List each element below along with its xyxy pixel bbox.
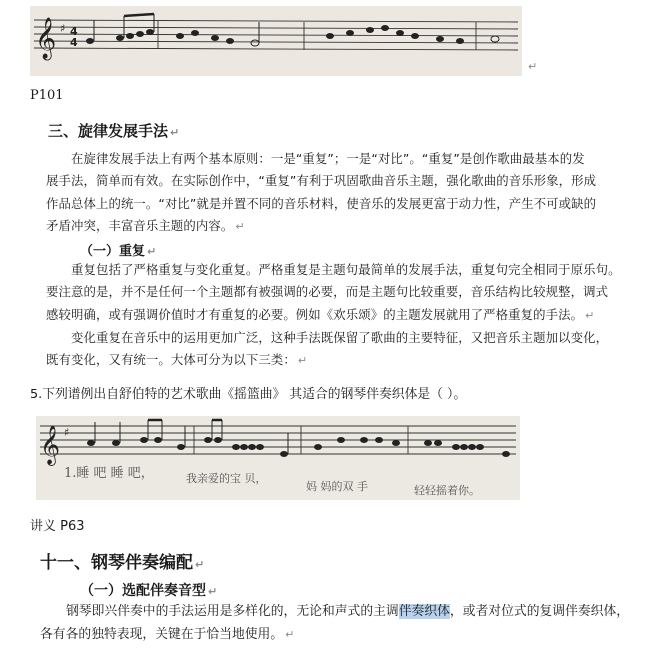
- subheading-accompaniment: [80, 580, 217, 600]
- text-line-content: 既有变化，又有统一。大体可分为以下三类：: [46, 352, 296, 368]
- text-line: [40, 600, 629, 623]
- subheading-text: （一）重复: [80, 244, 146, 259]
- music-staff-top: [30, 6, 522, 76]
- lyric-segment: 我亲爱的宝 贝，: [186, 472, 267, 485]
- svg-text:4: 4: [70, 36, 78, 49]
- svg-text:𝄞: 𝄞: [40, 425, 61, 465]
- text-line: 变化重复在音乐中的运用更加广泛，这种手法既保留了歌曲的主要特征，又把音乐主题加以变化，: [71, 329, 609, 345]
- text-line: [46, 349, 621, 372]
- svg-text:𝄞: 𝄞: [35, 18, 57, 59]
- text-line: [40, 623, 629, 646]
- text-line: 作品总体上的统一。“对比”就是并置不同的音乐材料，使音乐的发展更富于动力性，产生不可或缺的: [46, 195, 597, 211]
- paragraph-mark: ↵: [297, 354, 308, 368]
- section11-paragraph: [40, 600, 629, 646]
- text-line: 展手法，简单而有效。在实际创作中，“重复”有利于巩固歌曲音乐主题，强化歌曲的音乐形象，形成: [46, 173, 597, 189]
- lyric-segment: 轻轻摇着你。: [414, 484, 480, 497]
- section-heading-11: [40, 548, 204, 573]
- question-text: 5.下列谱例出自舒伯特的艺术歌曲《摇篮曲》 其适合的钢琴伴奏织体是（ ）。: [30, 387, 467, 402]
- paragraph-mark: ↵: [285, 628, 295, 641]
- lyric-segment: 妈 妈的双 手: [306, 480, 368, 493]
- subheading-text: （一）选配伴奏音型: [80, 583, 206, 599]
- text-line-content: 矛盾冲突，丰富音乐主题的内容。: [46, 217, 234, 233]
- paragraph-mark: ↵: [208, 585, 218, 598]
- page-reference: 讲义 P63: [30, 519, 85, 534]
- score-image-top: [30, 6, 522, 76]
- repeat-paragraph: [46, 259, 621, 372]
- svg-text:♯: ♯: [60, 22, 66, 35]
- text-line: [46, 304, 621, 327]
- text-line: 重复包括了严格重复与变化重复。严格重复是主题句最简单的发展手法，重复句完全相同于原乐句。: [71, 262, 621, 277]
- svg-text:4: 4: [70, 25, 78, 38]
- paragraph-mark: ↵: [235, 219, 245, 233]
- text-line-content: ，或者对位式的复调伴奏织体，: [449, 604, 630, 619]
- lyric-segment: 1.睡 吧 睡 吧，: [64, 466, 154, 481]
- page-reference: P101: [30, 88, 64, 103]
- text-line: 要注意的是，并不是任何一个主题都有被强调的必要，而是主题句比较重要，音乐结构比较规整，调式: [46, 284, 609, 300]
- paragraph-mark: ↵: [147, 245, 157, 258]
- section3-paragraph: [46, 148, 596, 238]
- text-line-content: 钢琴即兴伴奏中的手法运用是多样化的，无论和声式的主调: [66, 604, 399, 619]
- section-heading-text: 三、旋律发展手法: [48, 122, 169, 140]
- text-line-content: 感较明确，或有强调价值时才有重复的必要。例如《欢乐颂》的主题发展就用了严格重复的手法。: [46, 306, 584, 322]
- paragraph-mark: ↵: [195, 558, 205, 571]
- subheading-repeat: [80, 240, 156, 259]
- paragraph-mark: ↵: [170, 126, 180, 139]
- svg-text:♯: ♯: [64, 426, 70, 439]
- score-image-lullaby: [36, 416, 520, 500]
- text-line: 在旋律发展手法上有两个基本原则：一是“重复”；一是“对比”。“重复”是创作歌曲最基本的发: [71, 151, 585, 166]
- section-heading-text: 十一、钢琴伴奏编配: [40, 553, 193, 573]
- text-line-content: 各有各的独特表现，关键在于恰当地使用。: [40, 627, 284, 642]
- text-line: [46, 215, 596, 238]
- section-heading-3: [48, 120, 179, 141]
- paragraph-mark: ↵: [585, 308, 595, 322]
- highlighted-text: 伴奏织体: [398, 604, 450, 619]
- paragraph-mark: ↵: [528, 60, 538, 73]
